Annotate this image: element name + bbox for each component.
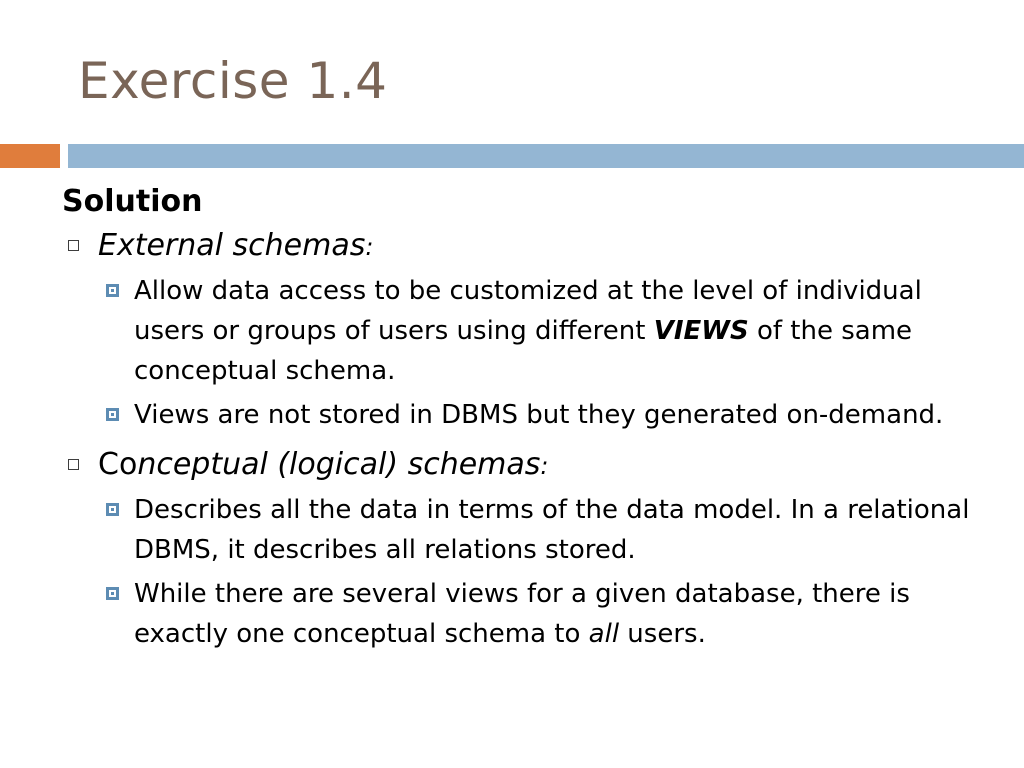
- section-colon: :: [365, 233, 374, 261]
- list-item: [62, 271, 992, 391]
- slide-title: Exercise 1.4: [78, 52, 388, 110]
- point-text: While there are several views for a given database, there is exactly one conceptual schema to: [134, 579, 910, 649]
- point-text-end: users.: [619, 619, 706, 649]
- solution-heading: Solution: [62, 184, 203, 219]
- section-label: External schemas: [98, 228, 366, 263]
- square-bullet-icon: [106, 408, 119, 421]
- point-text-end: of the same conceptual schema.: [134, 316, 913, 386]
- square-bullet-icon: [106, 284, 119, 297]
- section-conceptual-schemas: [62, 445, 992, 486]
- hollow-square-bullet-icon: [68, 240, 79, 251]
- section-label-italic: nceptual (logical) schemas: [137, 447, 541, 482]
- accent-bar-orange: [0, 144, 60, 168]
- point-emphasis: all: [588, 619, 620, 649]
- list-item: [62, 574, 992, 654]
- square-bullet-icon: [106, 503, 119, 516]
- list-item: [62, 395, 992, 435]
- hollow-square-bullet-icon: [68, 459, 79, 470]
- square-bullet-icon: [106, 587, 119, 600]
- accent-bar-blue: [68, 144, 1024, 168]
- section-external-schemas: [62, 226, 992, 267]
- section-colon: :: [540, 452, 549, 480]
- point-emphasis: VIEWS: [653, 316, 749, 346]
- point-text: Views are not stored in DBMS but they generated on-demand.: [134, 400, 944, 430]
- section-label-plain: Co: [98, 447, 138, 482]
- list-item: [62, 490, 992, 570]
- slide-body: [62, 182, 992, 658]
- point-text: Describes all the data in terms of the data model. In a relational DBMS, it describes all relations stored.: [134, 495, 970, 565]
- point-text: Allow data access to be customized at the level of individual users or groups of users using different: [134, 276, 922, 346]
